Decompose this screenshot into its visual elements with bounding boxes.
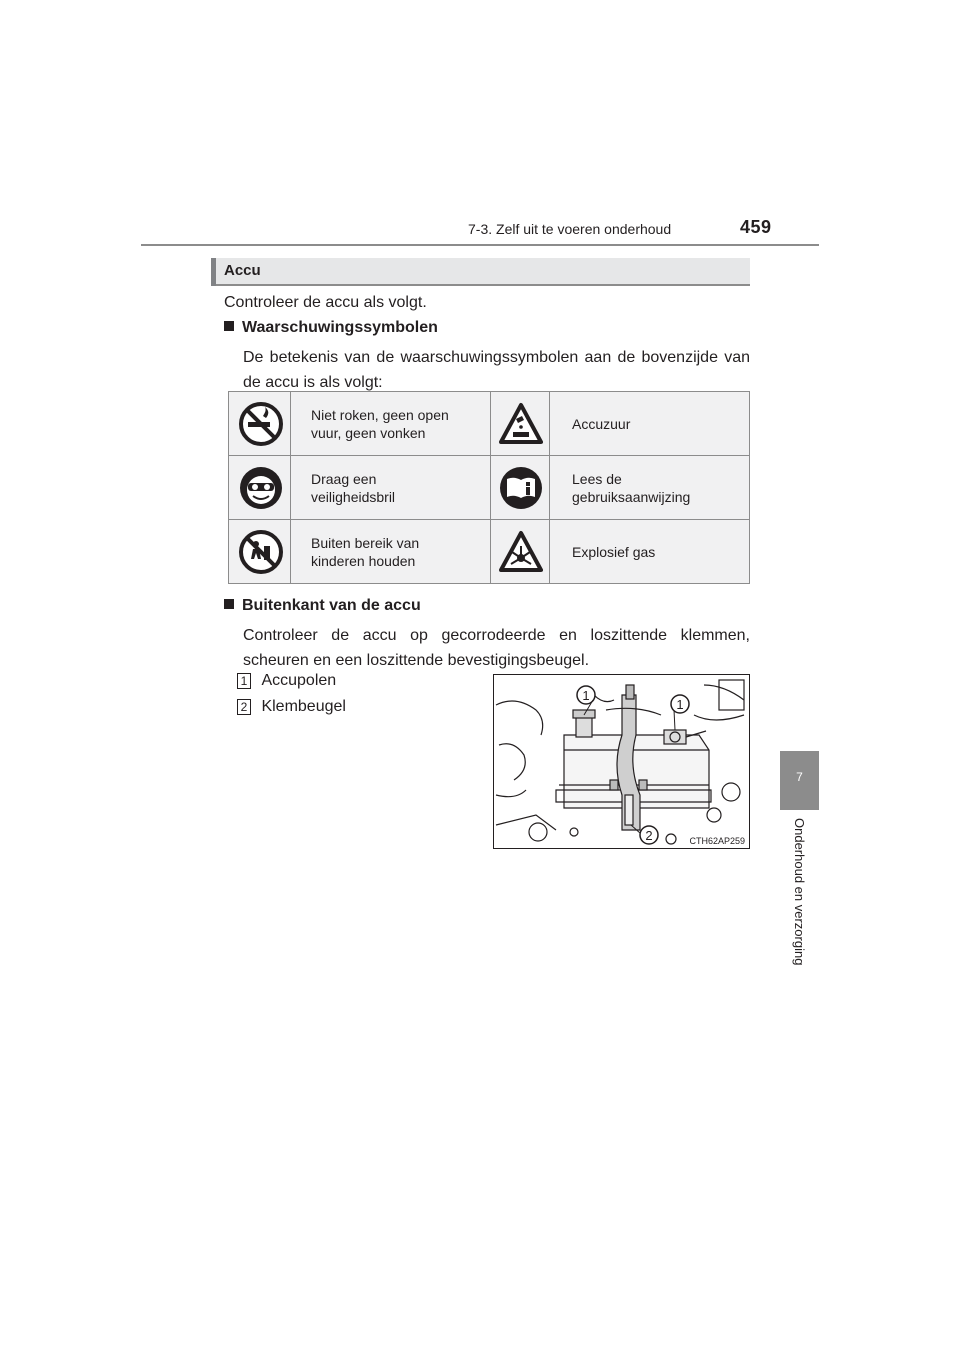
section-bar xyxy=(211,258,750,286)
item-label: Klembeugel xyxy=(261,698,346,715)
exterior-text: Controleer de accu op gecorrodeerde en loszittende klemmen, scheuren en een loszittende bevestigingsbeugel. xyxy=(243,627,750,669)
item-number: 1 xyxy=(237,673,251,689)
chapter-title: Onderhoud en verzorging xyxy=(792,818,807,966)
figure-code: CTH62AP259 xyxy=(689,836,745,846)
exterior-heading-text: Buitenkant van de accu xyxy=(242,597,421,614)
page-number: 459 xyxy=(740,217,772,237)
warnings-heading-text: Waarschuwingssymbolen xyxy=(242,319,438,336)
no-smoking-fire-icon xyxy=(239,402,283,446)
section-intro: Controleer de accu als volgt. xyxy=(224,294,427,311)
battery-acid-icon xyxy=(499,402,543,446)
symbol-label: Buiten bereik van kinderen houden xyxy=(311,535,420,569)
exterior-heading xyxy=(224,597,421,615)
callout-1: 1 xyxy=(582,688,590,703)
warnings-text: De betekenis van de waarschuwingssymbolen aan de bovenzijde van de accu is als volgt: xyxy=(243,349,750,391)
symbol-label: Explosief gas xyxy=(572,544,656,560)
bullet-square xyxy=(224,321,234,331)
symbol-label: Niet roken, geen open vuur, geen vonken xyxy=(311,407,449,441)
symbol-label: Accuzuur xyxy=(572,416,631,432)
warning-symbols-table xyxy=(228,391,750,584)
keep-away-children-icon xyxy=(239,530,283,574)
warnings-heading xyxy=(224,319,438,337)
callout-2: 2 xyxy=(645,828,653,843)
section-bar-accent xyxy=(211,258,216,286)
list-item xyxy=(237,698,346,716)
table-row xyxy=(229,520,749,583)
battery-illustration xyxy=(493,674,750,849)
section-title: Accu xyxy=(224,262,261,279)
callout-1b: 1 xyxy=(676,697,684,712)
chapter-number: 7 xyxy=(796,770,803,784)
item-label: Accupolen xyxy=(261,672,337,689)
symbol-label: Lees de gebruiksaanwijzing xyxy=(572,471,691,505)
symbol-label: Draag een veiligheidsbril xyxy=(311,471,396,505)
item-number: 2 xyxy=(237,699,251,715)
battery-drawing xyxy=(494,675,749,848)
list-item xyxy=(237,672,336,690)
header-rule xyxy=(141,244,819,246)
explosive-gas-icon xyxy=(499,530,543,574)
table-row xyxy=(229,392,749,456)
read-manual-icon xyxy=(499,466,543,510)
bullet-square xyxy=(224,599,234,609)
table-row xyxy=(229,456,749,520)
running-header-section: 7-3. Zelf uit te voeren onderhoud xyxy=(468,221,672,237)
safety-glasses-icon xyxy=(239,466,283,510)
